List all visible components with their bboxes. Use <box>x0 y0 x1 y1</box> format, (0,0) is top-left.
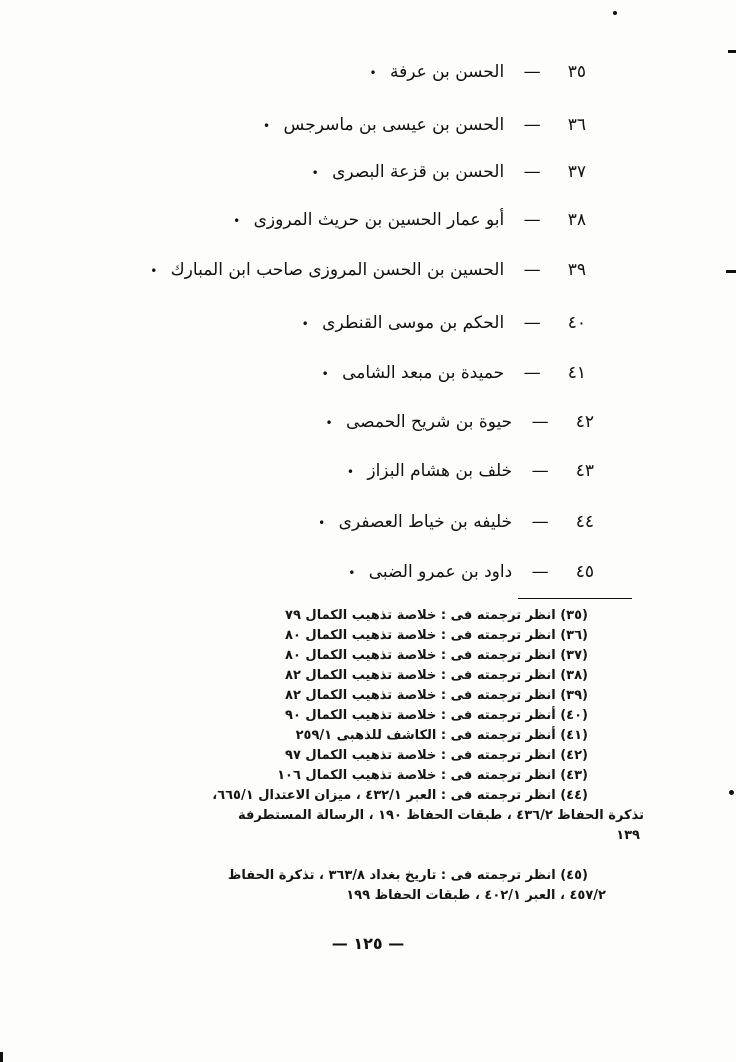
footnote: (٣٦) انظر ترجمته فى : خلاصة تذهيب الكمال ٨٠ <box>285 628 588 643</box>
footnote-continuation: تذكرة الحفاظ ٤٣٦/٢ ، طبقات الحفاظ ١٩٠ ، الرسالة المستطرفة <box>238 808 644 823</box>
entry-dash: — <box>523 260 541 280</box>
footnote: (٣٧) انظر ترجمته فى : خلاصة تذهيب الكمال ٨٠ <box>285 648 588 663</box>
page-number: — ١٢٥ — <box>331 934 405 953</box>
entry-dash: — <box>531 412 549 432</box>
entry-number: ٣٦ <box>567 115 586 135</box>
list-item <box>369 60 586 85</box>
list-item <box>302 311 586 336</box>
entry-name: الحسن بن عرفة <box>389 62 505 82</box>
footnote: (٤١) أنظر ترجمته فى : الكاشف للذهبى ٢٥٩/١ <box>295 728 588 743</box>
entry-bullet: • <box>348 566 356 580</box>
entry-number: ٣٨ <box>567 210 586 230</box>
footnote: (٣٥) انظر ترجمته فى : خلاصة تذهيب الكمال ٧٩ <box>285 608 588 623</box>
edge-mark <box>729 790 734 795</box>
entry-bullet: • <box>301 317 309 331</box>
footnote: (٣٩) انظر ترجمته فى : خلاصة تذهيب الكمال ٨٢ <box>285 688 588 703</box>
entry-name: داود بن عمرو الضبى <box>368 562 513 582</box>
list-item <box>233 208 586 233</box>
entry-number: ٣٧ <box>567 162 586 182</box>
entry-dash: — <box>523 313 541 333</box>
list-item <box>347 459 594 484</box>
footnote: (٤٣) انظر ترجمته فى : خلاصة تذهيب الكمال ١٠٦ <box>277 768 588 783</box>
footnote: (٤٤) انظر ترجمته فى : العبر ٤٣٢/١ ، ميزان الاعتدال ٦٦٥/١، <box>212 788 588 803</box>
speck-mark <box>613 11 617 15</box>
footnote: (٤٢) انظر ترجمته فى : خلاصة تذهيب الكمال ٩٧ <box>285 748 588 763</box>
entry-number: ٤٢ <box>575 412 594 432</box>
footnote: (٤٥) انظر ترجمته فى : تاريخ بغداد ٣٦٣/٨ ، تذكرة الحفاظ <box>227 868 588 883</box>
entry-dash: — <box>523 115 541 135</box>
entry-dash: — <box>523 62 541 82</box>
entry-name: الحسن بن قزعة البصرى <box>332 162 505 182</box>
footnote-separator <box>518 598 632 599</box>
list-item <box>326 410 594 435</box>
entry-bullet: • <box>263 119 271 133</box>
edge-mark <box>0 1052 3 1062</box>
footnote: (٤٠) أنظر ترجمته فى : خلاصة تذهيب الكمال ٩٠ <box>285 708 588 723</box>
entry-number: ٤٠ <box>567 313 586 333</box>
list-item <box>150 258 586 283</box>
entry-name: أبو عمار الحسين بن حريث المروزى <box>253 210 505 230</box>
footnote-continuation: ١٣٩ <box>616 828 640 843</box>
entry-bullet: • <box>325 416 333 430</box>
entry-dash: — <box>523 363 541 383</box>
entry-name: خلف بن هشام البزاز <box>367 461 513 481</box>
entry-bullet: • <box>233 214 241 228</box>
footnote-continuation: ٤٥٧/٢ ، العبر ٤٠٢/١ ، طبقات الحفاظ ١٩٩ <box>346 888 606 903</box>
list-item <box>312 160 586 185</box>
entry-bullet: • <box>150 264 158 278</box>
entry-name: الحكم بن موسى القنطرى <box>322 313 505 333</box>
entry-bullet: • <box>346 465 354 479</box>
list-item <box>318 510 594 535</box>
entry-number: ٤١ <box>567 363 586 383</box>
entry-number: ٣٩ <box>567 260 586 280</box>
entry-bullet: • <box>321 367 329 381</box>
entry-name: خليفه بن خياط العصفرى <box>338 512 513 532</box>
entry-number: ٤٤ <box>575 512 594 532</box>
edge-mark <box>726 270 736 273</box>
entry-dash: — <box>531 461 549 481</box>
list-item <box>348 560 594 585</box>
entry-name: الحسن بن عيسى بن ماسرجس <box>283 115 505 135</box>
entry-name: حميدة بن مبعد الشامى <box>342 363 505 383</box>
entry-number: ٤٥ <box>575 562 594 582</box>
entry-name: الحسين بن الحسن المروزى صاحب ابن المبارك <box>170 260 505 280</box>
list-item <box>322 361 586 386</box>
entry-bullet: • <box>311 166 319 180</box>
list-item <box>263 113 586 138</box>
entry-bullet: • <box>318 516 326 530</box>
entry-name: حيوة بن شريح الحمصى <box>346 412 513 432</box>
entry-dash: — <box>531 562 549 582</box>
entry-number: ٤٣ <box>575 461 594 481</box>
edge-mark <box>728 50 736 53</box>
entry-bullet: • <box>369 66 377 80</box>
footnotes <box>277 606 588 786</box>
entry-dash: — <box>523 210 541 230</box>
footnote: (٣٨) انظر ترجمته فى : خلاصة تذهيب الكمال ٨٢ <box>285 668 588 683</box>
entry-dash: — <box>523 162 541 182</box>
entry-dash: — <box>531 512 549 532</box>
entry-number: ٣٥ <box>567 62 586 82</box>
